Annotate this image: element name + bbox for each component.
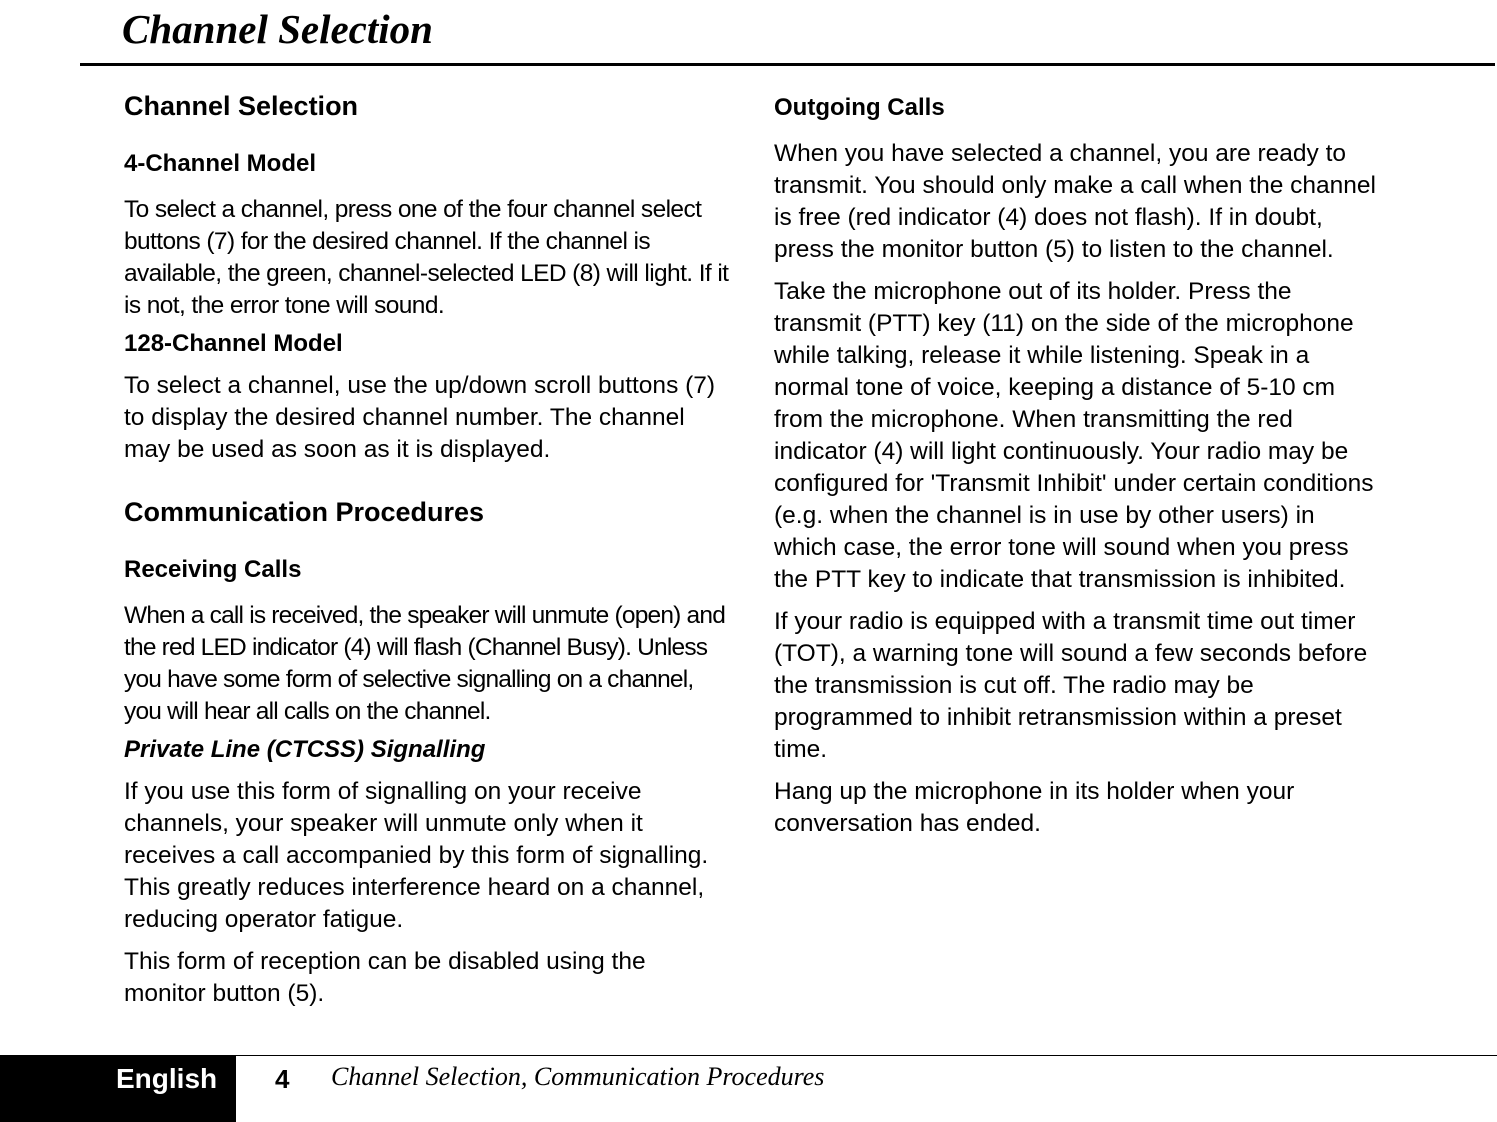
paragraph-outgoing-4: Hang up the microphone in its holder when your conversation has ended. (774, 778, 1295, 837)
footer-caption: Channel Selection, Communication Procedures (331, 1062, 825, 1091)
paragraph-receiving-calls: When a call is received, the speaker will unmute (open) and the red LED indicator (4) will flash (Channel Busy). Unless you have some form of selective signalling on a channel, you will hear all calls on the channel. (124, 602, 726, 725)
subheading-receiving-calls: Receiving Calls (124, 556, 302, 583)
subheading-private-line-signalling: Private Line (CTCSS) Signalling (124, 736, 486, 763)
subheading-128-channel-model: 128-Channel Model (124, 330, 343, 357)
section-heading-communication-procedures: Communication Procedures (124, 497, 485, 527)
subheading-outgoing-calls: Outgoing Calls (774, 94, 945, 121)
subheading-4-channel-model: 4-Channel Model (124, 150, 317, 177)
footer-divider (236, 1055, 1497, 1056)
paragraph-outgoing-2: Take the microphone out of its holder. Press the transmit (PTT) key (11) on the side of the microphone while talking, release it while listening. Speak in a normal tone of voice, keeping a distance of 5-10 cm from the microphone. When transmitting the red indicator (4) will light continuously. Your radio may be configured for 'Transmit Inhibit' under certain conditions (e.g. when the channel is in use by other users) in which case, the error tone will sound when you press the PTT key to indicate that transmission is inhibited. (774, 278, 1374, 593)
paragraph-outgoing-1: When you have selected a channel, you are ready to transmit. You should only make a call when the channel is free (red indicator (4) does not flash). If in doubt, press the monitor button (5) to listen to the channel. (774, 140, 1376, 263)
paragraph-private-line-2: This form of reception can be disabled using the monitor button (5). (124, 948, 646, 1007)
paragraph-4-channel-model: To select a channel, press one of the four channel select buttons (7) for the desired channel. If the channel is available, the green, channel-selected LED (8) will light. If it is not, the error tone will sound. (124, 196, 729, 319)
left-column (124, 88, 734, 1010)
paragraph-outgoing-3: If your radio is equipped with a transmit time out timer (TOT), a warning tone will sound a few seconds before the transmission is cut off. The radio may be programmed to inhibit retransmission within a preset time. (774, 608, 1368, 763)
footer-page-number: 4 (275, 1064, 290, 1094)
section-heading-channel-selection: Channel Selection (124, 91, 359, 121)
paragraph-private-line-1: If you use this form of signalling on your receive channels, your speaker will unmute only when it receives a call accompanied by this form of signalling. This greatly reduces interference heard on a channel, reducing operator fatigue. (124, 778, 709, 933)
footer-language-label: English (116, 1063, 218, 1094)
header-divider (80, 63, 1495, 66)
paragraph-128-channel-model: To select a channel, use the up/down scroll buttons (7) to display the desired channel number. The channel may be used as soon as it is displayed. (124, 372, 716, 463)
right-column (774, 92, 1384, 840)
page-header-title: Channel Selection (122, 6, 433, 52)
